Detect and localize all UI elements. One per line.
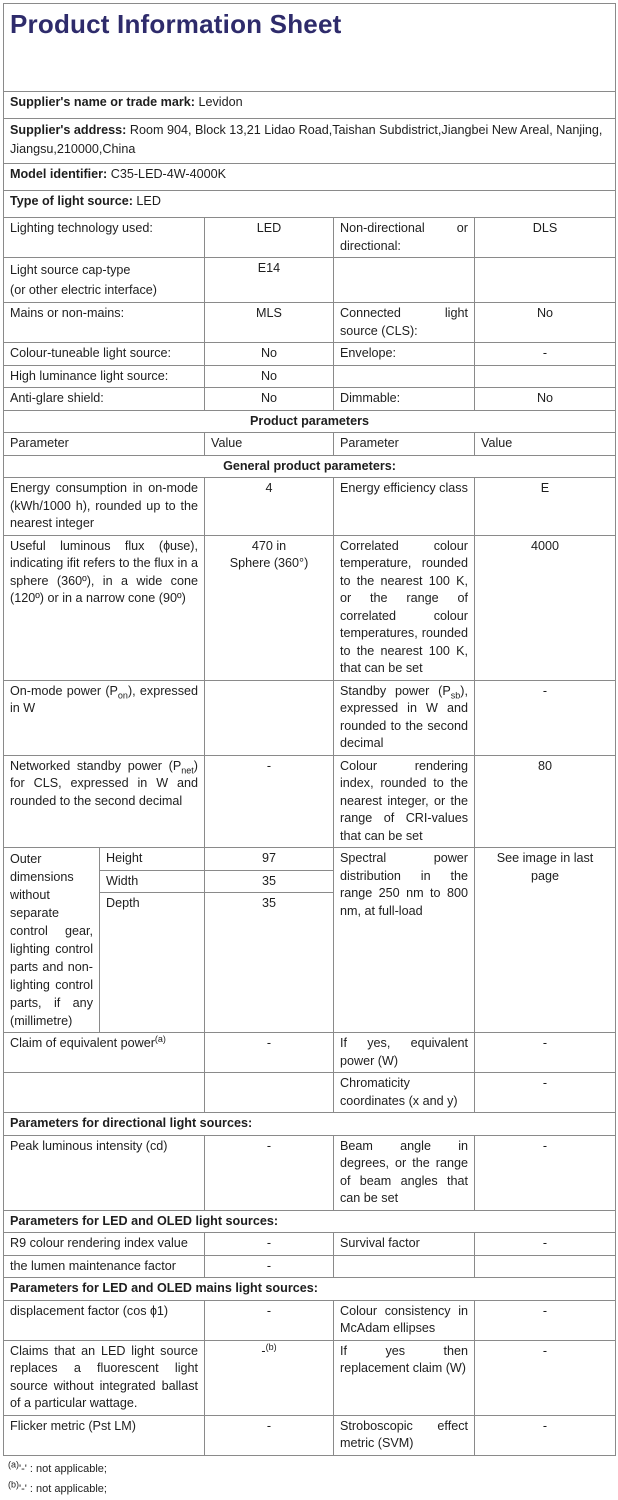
energy-row <box>4 478 616 536</box>
displacement-row <box>4 1300 616 1340</box>
product-information-sheet <box>3 3 615 1456</box>
cri-label: Colour rendering index, rounded to the nearest integer, or the range of CRI-values that can be set <box>334 755 475 848</box>
directional-heading-row <box>4 1113 616 1136</box>
colour-consistency-value: - <box>475 1300 616 1340</box>
led-oled-mains-heading: Parameters for LED and OLED mains light sources: <box>4 1278 616 1301</box>
energy-class-value: E <box>475 478 616 536</box>
equivalent-power-claim-label: Claim of equivalent power$^{(a)}$ <box>4 1033 205 1073</box>
page-title: Product Information Sheet <box>10 9 342 39</box>
supplier-name-value: Levidon <box>198 95 243 109</box>
depth-value: 35 <box>205 893 334 1033</box>
cct-value: 4000 <box>475 535 616 680</box>
footnote-a: $^{(a)}$'-' : not applicable; <box>8 1459 107 1475</box>
energy-class-label: Energy efficiency class <box>334 478 475 536</box>
column-header-parameter-1: Parameter <box>4 433 205 456</box>
model-identifier-row <box>4 164 616 191</box>
luminous-flux-value-line2: Sphere (360°) <box>229 556 309 570</box>
survival-factor-label: Survival factor <box>334 1233 475 1256</box>
column-header-value-1: Value <box>205 433 334 456</box>
cap-type-value: E14 <box>205 258 334 303</box>
cls-label: Connected light source (CLS): <box>334 303 475 343</box>
high-luminance-label: High luminance light source: <box>4 365 205 388</box>
peak-intensity-label: Peak luminous intensity (cd) <box>4 1135 205 1210</box>
fluorescent-replacement-value: -$^{(b)}$ <box>205 1340 334 1415</box>
fluorescent-replacement-row <box>4 1340 616 1415</box>
peak-intensity-row <box>4 1135 616 1210</box>
cri-value: 80 <box>475 755 616 848</box>
peak-intensity-value: - <box>205 1135 334 1210</box>
light-source-type-label: Type of light source: <box>10 194 133 208</box>
anti-glare-label: Anti-glare shield: <box>4 388 205 411</box>
on-mode-power-label: On-mode power $(P_{on})$, expressed in W <box>4 680 205 755</box>
lumen-maintenance-value: - <box>205 1255 334 1278</box>
model-identifier-value: C35-LED-4W-4000K <box>110 167 227 181</box>
energy-consumption-label: Energy consumption in on-mode (kWh/1000 h), rounded up to the nearest integer <box>4 478 205 536</box>
spectral-label: Spectral power distribution in the range 250 nm to 800 nm, at full-load <box>334 848 475 1033</box>
supplier-name-row <box>4 92 616 119</box>
luminous-flux-value-line1: 470 in <box>251 538 287 553</box>
supplier-name-label: Supplier's name or trade mark: <box>10 95 195 109</box>
lumen-maintenance-row <box>4 1255 616 1278</box>
on-mode-power-value <box>205 680 334 755</box>
cct-label: Correlated colour temperature, rounded to the nearest 100 K, or the range of correlated colour temperatures, rounded to the nearest 100 K, that can be set <box>334 535 475 680</box>
cap-type-label-line1: Light source cap-type <box>10 263 131 277</box>
general-parameters-heading: General product parameters: <box>4 455 616 478</box>
dimensions-height-row <box>4 848 616 871</box>
lighting-technology-row <box>4 218 616 258</box>
luminous-flux-label: Useful luminous flux (ɸuse), indicating ifit refers to the flux in a sphere (360º), in a wide cone (120º) or in a narrow cone (90º) <box>4 535 205 680</box>
power-row <box>4 680 616 755</box>
luminous-flux-row <box>4 535 616 680</box>
chromaticity-row <box>4 1073 616 1113</box>
led-oled-heading: Parameters for LED and OLED light sources: <box>4 1210 616 1233</box>
equivalent-power-claim-value: - <box>205 1033 334 1073</box>
led-oled-heading-row <box>4 1210 616 1233</box>
column-header-value-2: Value <box>475 433 616 456</box>
directional-value: DLS <box>475 218 616 258</box>
dimmable-value: No <box>475 388 616 411</box>
flicker-metric-label: Flicker metric (Pst LM) <box>4 1415 205 1455</box>
footnote-b: $^{(b)}$'-' : not applicable; <box>8 1479 107 1495</box>
product-parameters-heading-row <box>4 410 616 433</box>
depth-label: Depth <box>100 893 205 1033</box>
column-header-parameter-2: Parameter <box>334 433 475 456</box>
survival-factor-value: - <box>475 1233 616 1256</box>
standby-power-value: - <box>475 680 616 755</box>
spectral-value: See image in last page <box>475 848 616 1033</box>
height-label: Height <box>100 848 205 871</box>
cap-type-row <box>4 258 616 303</box>
mains-value: MLS <box>205 303 334 343</box>
light-source-type-row <box>4 191 616 218</box>
width-value: 35 <box>205 870 334 893</box>
colour-tuneable-value: No <box>205 343 334 366</box>
light-source-type-value: LED <box>136 194 161 208</box>
beam-angle-label: Beam angle in degrees, or the range of beam angles that can be set <box>334 1135 475 1210</box>
cap-type-label-line2: (or other electric interface) <box>10 283 157 297</box>
directional-heading: Parameters for directional light sources: <box>4 1113 616 1136</box>
led-oled-mains-heading-row <box>4 1278 616 1301</box>
flicker-row <box>4 1415 616 1455</box>
envelope-label: Envelope: <box>334 343 475 366</box>
height-value: 97 <box>205 848 334 871</box>
colour-tuneable-label: Colour-tuneable light source: <box>4 343 205 366</box>
model-identifier-label: Model identifier: <box>10 167 108 181</box>
chromaticity-label: Chromaticity coordinates (x and y) <box>334 1073 475 1113</box>
equivalent-power-row <box>4 1033 616 1073</box>
networked-standby-row <box>4 755 616 848</box>
high-luminance-row <box>4 365 616 388</box>
networked-standby-value: - <box>205 755 334 848</box>
supplier-address-label: Supplier's address: <box>10 123 127 137</box>
energy-consumption-value: 4 <box>205 478 334 536</box>
product-info-table <box>3 3 616 1456</box>
column-header-row <box>4 433 616 456</box>
supplier-address-value: Room 904, Block 13,21 Lidao Road,Taishan Subdistrict,Jiangbei New Areal, Nanjing, Jiangsu,210000,China <box>10 123 603 156</box>
title-row <box>4 4 616 92</box>
networked-standby-label: Networked standby power $(P_{net})$ for CLS, expressed in W and rounded to the second decimal <box>4 755 205 848</box>
directional-label: Non-directional or directional: <box>334 218 475 258</box>
fluorescent-replacement-label: Claims that an LED light source replaces a fluorescent light source without integrated ballast of a particular wattage. <box>4 1340 205 1415</box>
colour-consistency-label: Colour consistency in McAdam ellipses <box>334 1300 475 1340</box>
equivalent-power-value: - <box>475 1033 616 1073</box>
displacement-factor-label: displacement factor (cos ɸ1) <box>4 1300 205 1340</box>
colour-tuneable-row <box>4 343 616 366</box>
general-parameters-heading-row <box>4 455 616 478</box>
product-parameters-heading: Product parameters <box>4 410 616 433</box>
replacement-claim-label: If yes then replacement claim (W) <box>334 1340 475 1415</box>
stroboscopic-label: Stroboscopic effect metric (SVM) <box>334 1415 475 1455</box>
mains-label: Mains or non-mains: <box>4 303 205 343</box>
dimmable-label: Dimmable: <box>334 388 475 411</box>
stroboscopic-value: - <box>475 1415 616 1455</box>
outer-dimensions-label: Outer dimensions without separate control gear, lighting control parts and non-lighting control parts, if any (millimetre) <box>4 848 100 1033</box>
high-luminance-value: No <box>205 365 334 388</box>
mains-row <box>4 303 616 343</box>
anti-glare-row <box>4 388 616 411</box>
anti-glare-value: No <box>205 388 334 411</box>
envelope-value: - <box>475 343 616 366</box>
flicker-metric-value: - <box>205 1415 334 1455</box>
displacement-factor-value: - <box>205 1300 334 1340</box>
width-label: Width <box>100 870 205 893</box>
r9-row <box>4 1233 616 1256</box>
cls-value: No <box>475 303 616 343</box>
r9-label: R9 colour rendering index value <box>4 1233 205 1256</box>
beam-angle-value: - <box>475 1135 616 1210</box>
chromaticity-value: - <box>475 1073 616 1113</box>
lighting-technology-label: Lighting technology used: <box>4 218 205 258</box>
lighting-technology-value: LED <box>205 218 334 258</box>
equivalent-power-label: If yes, equivalent power (W) <box>334 1033 475 1073</box>
supplier-address-row <box>4 119 616 164</box>
replacement-claim-value: - <box>475 1340 616 1415</box>
lumen-maintenance-label: the lumen maintenance factor <box>4 1255 205 1278</box>
standby-power-label: Standby power $(P_{sb})$, expressed in W and rounded to the second decimal <box>334 680 475 755</box>
r9-value: - <box>205 1233 334 1256</box>
